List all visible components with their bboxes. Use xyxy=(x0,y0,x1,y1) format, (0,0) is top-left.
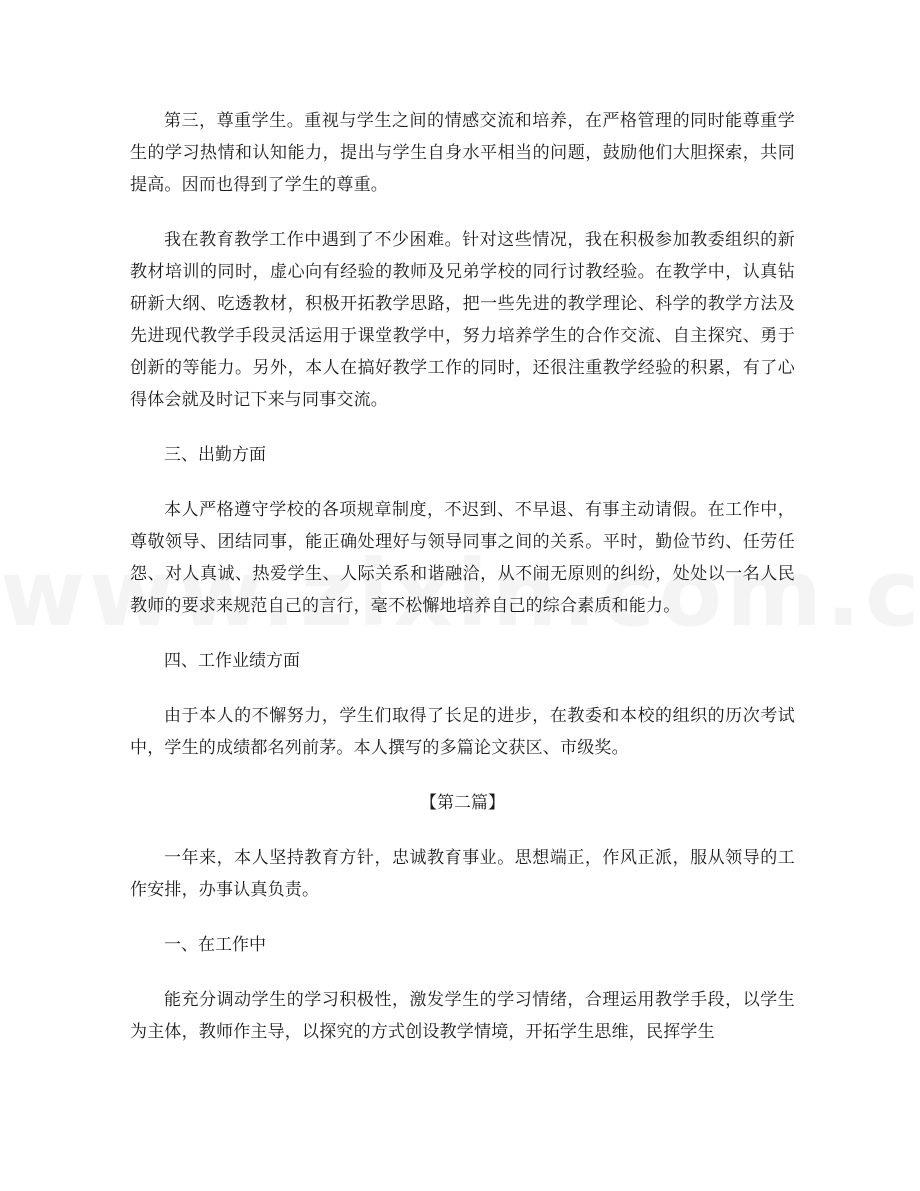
paragraph-respect-students: 第三，尊重学生。重视与学生之间的情感交流和培养，在严格管理的同时能尊重学生的学习热情和认知能力，提出与学生自身水平相当的问题，鼓励他们大胆探索，共同提高。因而也得到了学生的尊重。 xyxy=(130,111,795,195)
paragraph-year-summary: 一年来，本人坚持教育方针，忠诚教育事业。思想端正，作风正派，服从领导的工作安排，办事认真负责。 xyxy=(130,848,795,900)
paragraph-at-work: 能充分调动学生的学习积极性，激发学生的学习情绪，合理运用教学手段，以学生为主体，教师作主导，以探究的方式创设教学情境，开拓学生思维，民挥学生 xyxy=(130,990,795,1042)
paragraph-teaching-difficulties: 我在教育教学工作中遇到了不少困难。针对这些情况，我在积极参加教委组织的新教材培训的同时，虚心向有经验的教师及兄弟学校的同行讨教经验。在教学中，认真钻研新大纲、吃透教材，积极开拓教学思路，把一些先进的教学理论、科学的教学方法及先进现代教学手段灵活运用于课堂教学中，努力培养学生的合作交流、自主探究、勇于创新的等能力。另外，本人在搞好教学工作的同时，还很注重教学经验的积累，有了心得体会就及时记下来与同事交流。 xyxy=(130,230,795,410)
paragraph-attendance: 本人严格遵守学校的各项规章制度，不迟到、不早退、有事主动请假。在工作中，尊敬领导、团结同事，能正确处理好与领导同事之间的关系。平时，勤俭节约、任劳任怨、对人真诚、热爱学生、人际关系和谐融洽，从不闹无原则的纠纷，处处以一名人民教师的要求来规范自己的言行，毫不松懈地培养自己的综合素质和能力。 xyxy=(130,500,795,616)
paragraph-achievements: 由于本人的不懈努力，学生们取得了长足的进步，在教委和本校的组织的历次考试中，学生的成绩都名列前茅。本人撰写的多篇论文获区、市级奖。 xyxy=(130,706,795,758)
section-heading-at-work: 一、在工作中 xyxy=(164,935,266,955)
section-heading-attendance: 三、出勤方面 xyxy=(164,445,266,465)
section-heading-achievements: 四、工作业绩方面 xyxy=(164,651,300,671)
part-title-second: 【第二篇】 xyxy=(420,793,505,813)
document-body xyxy=(130,105,795,1071)
